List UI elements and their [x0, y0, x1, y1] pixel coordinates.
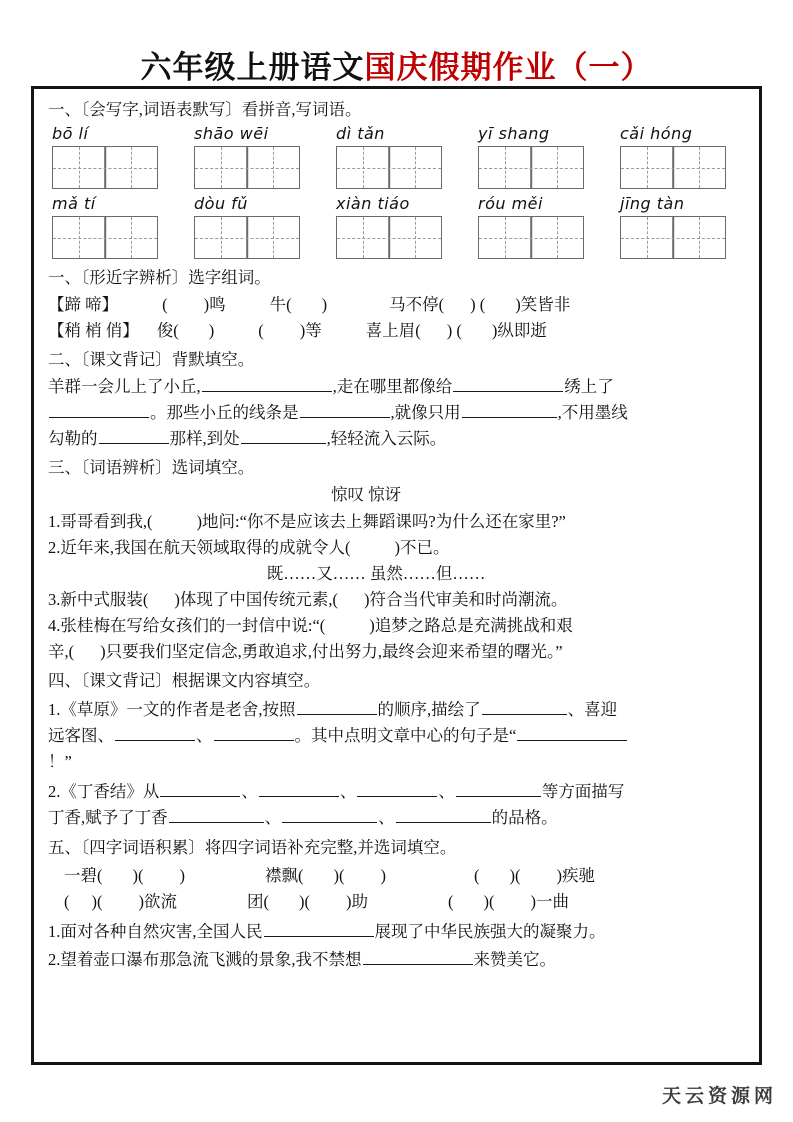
section-4-q4-line2	[48, 639, 563, 664]
text-fragment: 、	[438, 782, 455, 801]
pinyin-row-2	[46, 193, 753, 261]
blank-paren-close: )	[208, 321, 215, 340]
fill-blank[interactable]	[99, 428, 169, 444]
idiom-blank[interactable]: )(	[132, 866, 144, 885]
pinyin-cell-boli	[52, 123, 158, 189]
text-fragment: 2.望着壶口瀑布那急流飞溅的景象,我不禁想	[48, 950, 362, 969]
text-fragment: 、喜迎	[567, 700, 618, 719]
blank-paren-open[interactable]: 马不停(	[389, 295, 445, 314]
text-fragment: )地问:“你不是应该去上舞蹈课吗?为什么还在家里?”	[196, 512, 566, 531]
blank-paren-close: )鸣	[203, 295, 226, 314]
text-fragment[interactable]: 3.新中式服装(	[48, 590, 149, 609]
text-fragment: 、	[241, 782, 258, 801]
writing-grid[interactable]	[478, 216, 584, 259]
text-fragment: 展现了中华民族强大的凝聚力。	[374, 922, 606, 941]
idiom-blank[interactable]: )(	[299, 892, 310, 911]
idiom-blank[interactable]: (	[474, 866, 480, 885]
text-fragment: ,走在哪里都像给	[332, 377, 453, 396]
fill-blank[interactable]	[456, 781, 541, 797]
pinyin-cell-ditan	[336, 123, 442, 189]
text-fragment: )追梦之路总是充满挑战和艰	[369, 616, 573, 635]
section-6-q1	[48, 919, 606, 944]
fill-blank[interactable]	[396, 807, 491, 823]
fill-blank[interactable]	[49, 402, 149, 418]
fill-blank[interactable]	[241, 428, 326, 444]
text-fragment: 那样,到处	[169, 429, 240, 448]
text-fragment: ,不用墨线	[557, 403, 628, 422]
section-1-heading: 一、〔会写字,词语表默写〕看拼音,写词语。	[48, 100, 362, 119]
idiom-blank[interactable]: (	[64, 892, 70, 911]
writing-grid[interactable]	[52, 216, 158, 259]
text-fragment: 。其中点明文章中心的句子是“	[294, 726, 517, 745]
fill-blank[interactable]	[517, 725, 627, 741]
text-fragment: 的品格。	[491, 808, 558, 827]
blank-paren-open[interactable]: 牛(	[269, 295, 292, 314]
text-fragment: 、	[196, 726, 213, 745]
text-fragment: )不已。	[394, 538, 450, 557]
pinyin-text: cǎi hóng	[620, 124, 693, 143]
writing-grid[interactable]	[620, 216, 726, 259]
text-fragment: 。那些小丘的线条是	[150, 403, 299, 422]
section-4-wordbank-1: 惊叹 惊讶	[330, 485, 402, 504]
blank-paren-open[interactable]: (	[162, 295, 168, 314]
fill-blank[interactable]	[453, 376, 563, 392]
text-fragment: 丁香,赋予了丁香	[48, 808, 168, 827]
section-6-heading: 五、〔四字词语积累〕将四字词语补充完整,并选词填空。	[48, 838, 457, 857]
section-3-heading: 二、〔课文背记〕背默填空。	[48, 350, 255, 369]
text-fragment: 、	[339, 782, 357, 801]
fill-blank[interactable]	[169, 807, 264, 823]
pinyin-text: bō lí	[52, 124, 89, 143]
section-2-line-1	[48, 292, 570, 317]
text-fragment: 的顺序,描绘了	[377, 700, 481, 719]
section-6-idiom-row-1	[64, 863, 595, 888]
section-4-q4-line1	[48, 613, 573, 638]
writing-grid[interactable]	[52, 146, 158, 189]
pinyin-cell-mati	[52, 193, 158, 259]
section-5-q2-line1	[48, 779, 624, 804]
pinyin-text: dòu fǔ	[194, 194, 248, 213]
section-3-line-3	[48, 426, 446, 451]
section-4-q2	[48, 535, 450, 560]
text-fragment: 绣上了	[564, 377, 614, 396]
blank-paren-close: )笑皆非	[515, 295, 571, 314]
idiom-blank[interactable]: 团(	[247, 892, 269, 911]
pinyin-text: mǎ tí	[52, 194, 96, 213]
section-4-q1	[48, 509, 566, 534]
text-fragment[interactable]: 1.哥哥看到我,(	[48, 512, 153, 531]
text-fragment: ,轻轻流入云际。	[326, 429, 447, 448]
section-2-heading: 一、〔形近字辨析〕选字组词。	[48, 268, 271, 287]
idiom-blank[interactable]: 一碧(	[64, 866, 103, 885]
text-fragment: 、	[264, 808, 282, 827]
text-fragment: )只要我们坚定信念,勇敢追求,付出努力,最终会迎来希望的曙光。”	[100, 642, 563, 661]
idiom-blank[interactable]: )(	[483, 892, 495, 911]
section-2-line-2	[48, 318, 547, 343]
text-fragment: 来赞美它。	[473, 950, 556, 969]
writing-grid[interactable]	[194, 146, 300, 189]
text-fragment: 等方面描写	[541, 782, 625, 801]
blank-paren-close: )	[321, 295, 328, 314]
text-fragment: 羊群一会儿上了小丘,	[48, 377, 201, 396]
char-choice-group: 【蹄 啼】	[48, 295, 119, 314]
idiom-blank[interactable]: (	[448, 892, 454, 911]
idiom-blank: )	[179, 866, 185, 885]
fill-blank[interactable]	[115, 725, 195, 741]
section-4-wordbank-2: 既……又…… 虽然……但……	[266, 564, 486, 583]
pinyin-row-1	[46, 123, 753, 191]
writing-grid[interactable]	[620, 146, 726, 189]
fill-blank[interactable]	[264, 921, 374, 937]
pinyin-cell-xiantiao	[336, 193, 442, 259]
fill-blank[interactable]	[282, 807, 377, 823]
text-fragment[interactable]: 4.张桂梅在写给女孩们的一封信中说:“(	[48, 616, 326, 635]
section-5-q2-line2	[48, 805, 558, 830]
section-5-q1-line3: ！”	[48, 752, 72, 771]
idiom-blank: )欲流	[138, 892, 177, 911]
pinyin-cell-jingtan	[620, 193, 726, 259]
text-fragment[interactable]: 辛,(	[48, 642, 75, 661]
text-fragment: )符合当代审美和时尚潮流。	[364, 590, 568, 609]
text-fragment[interactable]: 2.近年来,我国在航天领域取得的成就令人(	[48, 538, 351, 557]
text-fragment[interactable]: )体现了中国传统元素,(	[174, 590, 338, 609]
section-4-heading: 三、〔词语辨析〕选词填空。	[48, 458, 255, 477]
worksheet-frame	[31, 86, 762, 1065]
section-5-q1-line2	[48, 723, 628, 748]
writing-grid[interactable]	[194, 216, 300, 259]
idiom-blank: )助	[346, 892, 368, 911]
fill-blank[interactable]	[357, 781, 437, 797]
section-6-q2	[48, 947, 556, 972]
fill-blank[interactable]	[259, 781, 339, 797]
site-watermark: 天云资源网	[661, 1085, 777, 1107]
pinyin-cell-roumei	[478, 193, 584, 259]
blank-paren-close: )纵即逝	[491, 321, 547, 340]
idiom-blank[interactable]: )(	[91, 892, 103, 911]
text-fragment: 远客图、	[48, 726, 114, 745]
text-fragment: 、	[378, 808, 395, 827]
page-title-red: 国庆假期作业（一）	[364, 50, 653, 85]
pinyin-cell-yishang	[478, 123, 584, 189]
fill-blank[interactable]	[482, 699, 567, 715]
fill-blank[interactable]	[160, 781, 240, 797]
blank-paren-open[interactable]: (	[258, 321, 264, 340]
pinyin-cell-shaowei	[194, 123, 300, 189]
blank-paren-mid[interactable]: ) (	[446, 321, 462, 340]
pinyin-text: shāo wēi	[194, 124, 269, 143]
page-title	[0, 42, 793, 87]
section-5-q1-line1	[48, 697, 617, 722]
writing-grid[interactable]	[336, 146, 442, 189]
fill-blank[interactable]	[297, 699, 377, 715]
char-choice-group: 【稍 梢 俏】	[48, 321, 139, 340]
idiom-blank: )	[380, 866, 386, 885]
section-3-line-2	[48, 400, 628, 425]
fill-blank[interactable]	[462, 402, 557, 418]
section-5-heading: 四、〔课文背记〕根据课文内容填空。	[48, 671, 321, 690]
text-fragment: 1.面对各种自然灾害,全国人民	[48, 922, 263, 941]
idiom-blank[interactable]: )(	[509, 866, 521, 885]
worksheet-content	[46, 95, 753, 1061]
pinyin-text: jīng tàn	[620, 194, 685, 213]
idiom-blank[interactable]: )(	[333, 866, 345, 885]
pinyin-text: xiàn tiáo	[336, 194, 410, 213]
fill-blank[interactable]	[214, 725, 294, 741]
blank-paren-mid[interactable]: ) (	[470, 295, 486, 314]
pinyin-text: dì tǎn	[336, 124, 385, 143]
fill-blank[interactable]	[363, 949, 473, 965]
pinyin-cell-caihong	[620, 123, 726, 189]
blank-paren-open[interactable]: 喜上眉(	[365, 321, 421, 340]
writing-grid[interactable]	[336, 216, 442, 259]
idiom-blank[interactable]: 襟飘(	[265, 866, 304, 885]
pinyin-text: róu měi	[478, 194, 543, 213]
idiom-blank: )疾驰	[556, 866, 595, 885]
pinyin-text: yī shang	[478, 124, 550, 143]
writing-grid[interactable]	[478, 146, 584, 189]
text-fragment: 2.《丁香结》从	[48, 782, 160, 801]
text-fragment: 1.《草原》一文的作者是老舍,按照	[48, 700, 296, 719]
text-fragment: ,就像只用	[390, 403, 461, 422]
section-3-line-1	[48, 374, 614, 399]
blank-paren-close: )等	[299, 321, 322, 340]
page-title-black: 六年级上册语文	[140, 50, 365, 85]
idiom-blank: )一曲	[530, 892, 569, 911]
fill-blank[interactable]	[202, 376, 332, 392]
blank-paren-open[interactable]: 俊(	[156, 321, 179, 340]
fill-blank[interactable]	[300, 402, 390, 418]
text-fragment: 勾勒的	[48, 429, 98, 448]
section-6-idiom-row-2	[64, 889, 569, 914]
pinyin-cell-doufu	[194, 193, 300, 259]
section-4-q3	[48, 587, 568, 612]
